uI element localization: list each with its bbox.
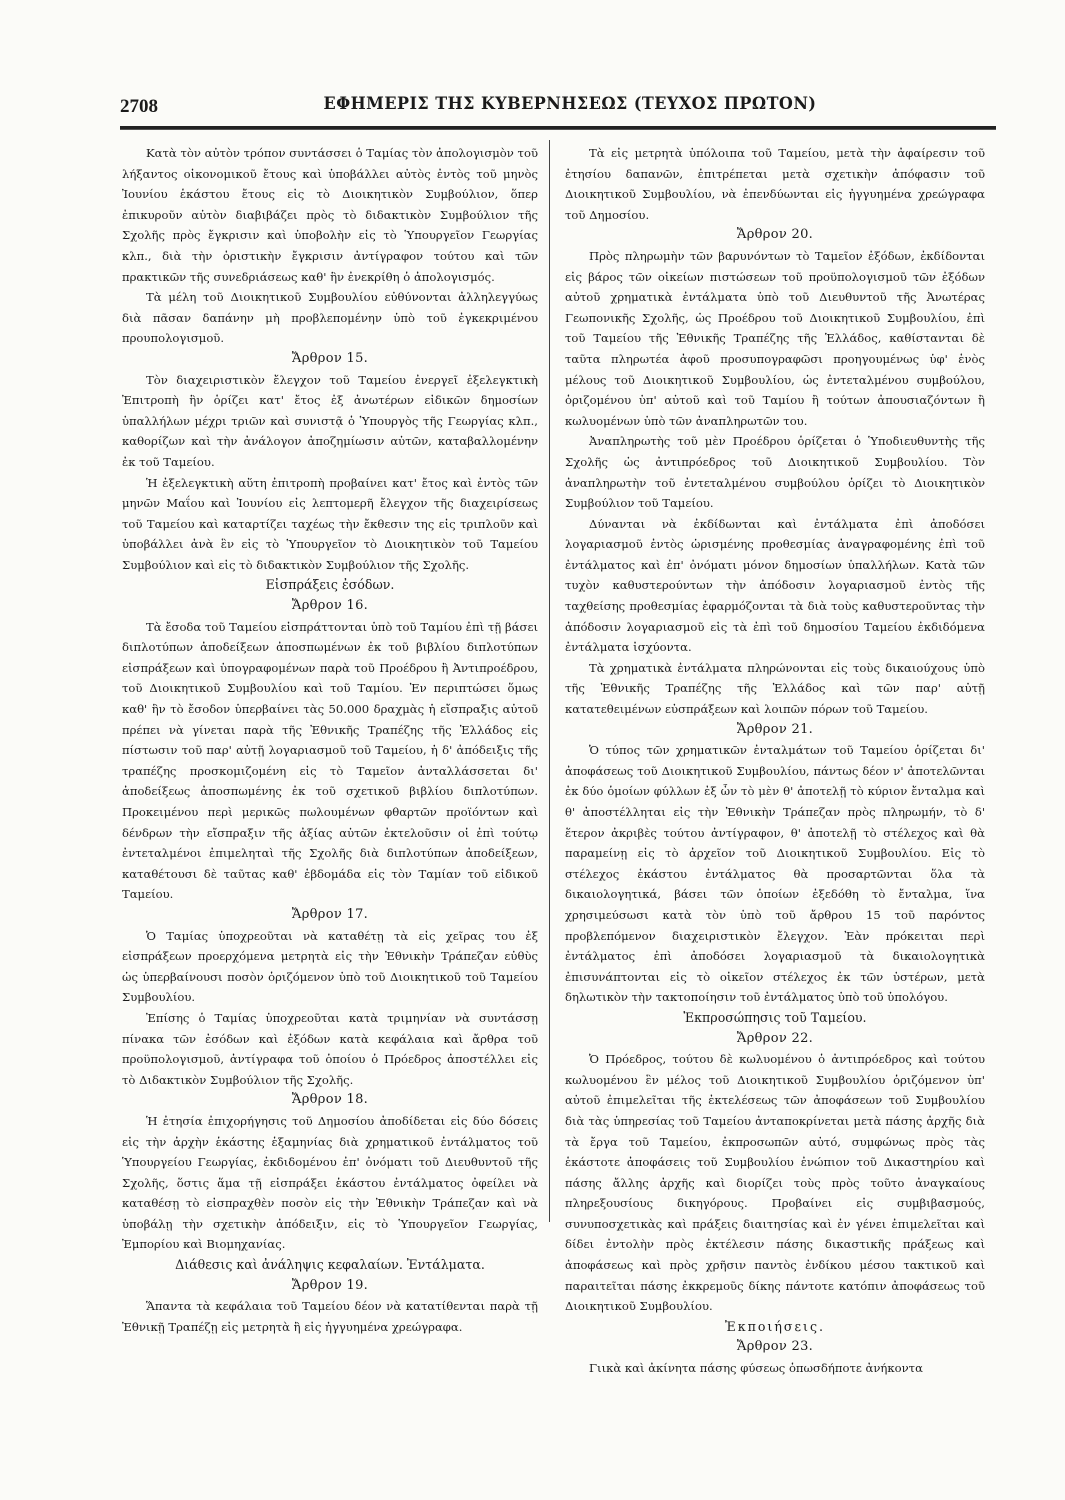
article-heading-19: Ἄρθρον 19. xyxy=(291,1277,369,1293)
article-heading-21: Ἄρθρον 21. xyxy=(736,721,814,737)
paragraph: Τὰ μέλη τοῦ Διοικητικοῦ Συμβουλίου εὐθύνονται ἀλληλεγγύως διὰ πᾶσαν δαπάνην μὴ προβλεπομένην ὑπὸ τοῦ ἐγκεκριμένου προυπολογισμοῦ. xyxy=(122,290,538,346)
paragraph: Τὰ ἔσοδα τοῦ Ταμείου εἰσπράττονται ὑπὸ τοῦ Ταμίου ἐπὶ τῇ βάσει διπλοτύπων ἀποδείξεων ἀποσπωμένων ἐκ τοῦ βιβλίου διπλοτύπων εἰσπράξεων καὶ ὑπογραφομένων παρὰ τοῦ Προέδρου ἢ Ἀντιπροέδρου, τοῦ Διοικητικοῦ Συμβουλίου καὶ τοῦ Ταμίου. Ἐν περιπτώσει ὅμως καθ' ἣν τὸ ἔσοδον ὑπερβαίνει τὰς 50.000 δραχμὰς ἡ εἴσπραξις αὐτοῦ πρέπει νὰ γίνεται παρὰ τῆς Ἐθνικῆς Τραπέζης τῆς Ἑλλάδος εἰς πίστωσιν τοῦ παρ' αὐτῇ λογαριασμοῦ τοῦ Ταμείου, ἡ δ' ἀπόδειξις τῆς τραπέζης προσκομιζομένη εἰς τὸ Ταμεῖον ἀνταλλάσσεται δι' ἀποδείξεως ἀποσπωμένης ἐκ τοῦ σχετικοῦ βιβλίου διπλοτύπων. Προκειμένου περὶ μερικῶς πωλουμένων φθαρτῶν προϊόντων καὶ δένδρων τὴν εἴσπραξιν τῆς ἀξίας αὐτῶν ἐκτελοῦσιν οἱ ἐπὶ τούτῳ ἐντεταλμένοι ἐπιμεληταὶ τῆς Σχολῆς διὰ διπλοτύπων ἀποδείξεων, καταθέτουσι δὲ ταῦτας καθ' ἑβδομάδα εἰς τὸν Ταμίαν τοῦ εἰδικοῦ Ταμείου. xyxy=(122,619,538,902)
paragraph: Ἅπαντα τὰ κεφάλαια τοῦ Ταμείου δέον νὰ κατατίθενται παρὰ τῇ Ἐθνικῇ Τραπέζῃ εἰς μετρητὰ ἢ εἰς ἠγγυημένα χρεώγραφα. xyxy=(122,1299,538,1334)
section-heading: Διάθεσις καὶ ἀνάληψις κεφαλαίων. Ἐντάλματα. xyxy=(175,1257,485,1273)
paragraph: Κατὰ τὸν αὐτὸν τρόπον συντάσσει ὁ Ταμίας τὸν ἀπολογισμὸν τοῦ λήξαντος οἰκονομικοῦ ἔτους καὶ ὑποβάλλει αὐτὸς ἐντὸς τοῦ μηνὸς Ἰουνίου ἑκάστου ἔτους εἰς τὸ Διοικητικὸν Συμβούλιον, ὅπερ ἐπικυροῦν αὐτὸν διαβιβάζει πρὸς τὸ διδακτικὸν Συμβούλιον τῆς Σχολῆς πρὸς ἔγκρισιν καὶ ὑποβολὴν εἰς τὸ Ὑπουργεῖον Γεωργίας κλπ., διὰ τὴν ὁριστικὴν ἔγκρισιν ἀντίγραφον τούτου καὶ τῶν πρακτικῶν τῆς συνεδριάσεως καθ' ἣν ἐνεκρίθη ὁ ἀπολογισμός. xyxy=(122,146,538,284)
page-header xyxy=(120,94,996,126)
section-heading: Εἰσπράξεις ἐσόδων. xyxy=(265,577,395,593)
article-heading-17: Ἄρθρον 17. xyxy=(291,906,369,922)
section-heading: Ἐκπροσώπησις τοῦ Ταμείου. xyxy=(683,1009,867,1025)
article-heading-20: Ἄρθρον 20. xyxy=(736,227,814,243)
left-column xyxy=(122,143,538,1337)
article-heading-16: Ἄρθρον 16. xyxy=(291,598,369,614)
paragraph: Ἡ ἐτησία ἐπιχορήγησις τοῦ Δημοσίου ἀποδίδεται εἰς δύο δόσεις εἰς τὴν ἀρχὴν ἑκάστης ἑξαμηνίας διὰ χρηματικοῦ ἐντάλματος τοῦ Ὑπουργείου Γεωργίας, ἐκδιδομένου ἐπ' ὀνόματι τοῦ Διευθυντοῦ τῆς Σχολῆς, ὅστις ἅμα τῇ εἰσπράξει ἑκάστου ἐντάλματος ὀφείλει νὰ καταθέσῃ τὸ εἰσπραχθὲν ποσὸν εἰς τὴν Ἐθνικὴν Τράπεζαν καὶ νὰ ὑποβάλῃ τὴν σχετικὴν ἀπόδειξιν, εἰς τὸ Ὑπουργεῖον Γεωργίας, Ἐμπορίου καὶ Βιομηχανίας. xyxy=(122,1113,538,1252)
paragraph: Ἀναπληρωτὴς τοῦ μὲν Προέδρου ὁρίζεται ὁ Ὑποδιευθυντὴς τῆς Σχολῆς ὡς ἀντιπρόεδρος τοῦ Διοικητικοῦ Συμβουλίου. Τὸν ἀναπληρωτὴν τοῦ ἐντεταλμένου συμβούλου ὁρίζει τὸ Διοικητικὸν Συμβούλιον τοῦ Ταμείου. xyxy=(565,434,985,511)
paragraph: Τὰ χρηματικὰ ἐντάλματα πληρώνονται εἰς τοὺς δικαιούχους ὑπὸ τῆς Ἐθνικῆς Τραπέζης τῆς Ἑλλάδος καὶ τῶν παρ' αὐτῇ κατατεθειμένων εὐσπράξεων καὶ λοιπῶν πόρων τοῦ Ταμείου. xyxy=(565,660,985,717)
paragraph: Ὁ τύπος τῶν χρηματικῶν ἐνταλμάτων τοῦ Ταμείου ὁρίζεται δι' ἀποφάσεως τοῦ Διοικητικοῦ Συμβουλίου, πάντως δέον ν' ἀποτελῶνται ἐκ δύο ὁμοίων φύλλων ἐξ ὧν τὸ μὲν θ' ἀποτελῇ τὸ κύριον ἔνταλμα καὶ θ' ἀποστέλληται εἰς τὴν Ἐθνικὴν Τράπεζαν πρὸς πληρωμήν, τὸ δ' ἕτερον ἀκριβὲς τούτου ἀντίγραφον, θ' ἀποτελῇ τὸ στέλεχος καὶ θὰ παραμείνῃ εἰς τὸ ἀρχεῖον τοῦ Διοικητικοῦ Συμβουλίου. Εἰς τὸ στέλεχος ἑκάστου ἐντάλματος θὰ προσαρτῶνται ὅλα τὰ δικαιολογητικά, βάσει τῶν ὁποίων ἐξεδόθη τὸ ἔνταλμα, ἵνα χρησιμεύσωσι κατὰ τὸν ὑπὸ τοῦ ἄρθρου 15 τοῦ παρόντος προβλεπόμενον διαχειριστικὸν ἔλεγχον. Ἐὰν πρόκειται περὶ ἐντάλματος ἐπὶ ἀποδόσει λογαριασμοῦ τὰ δικαιολογητικὰ ἐπισυνάπτονται εἰς τὸ οἰκεῖον στέλεχος ἐκ τῶν ὑστέρων, μετὰ δηλωτικὸν τὴν τακτοποίησιν τοῦ ἐντάλματος ὑπὸ τοῦ ὑπολόγου. xyxy=(565,743,985,1005)
right-column xyxy=(565,143,985,1379)
paragraph: Τὰ εἰς μετρητὰ ὑπόλοιπα τοῦ Ταμείου, μετὰ τὴν ἀφαίρεσιν τοῦ ἐτησίου δαπανῶν, ἐπιτρέπεται μετὰ σχετικὴν ἀπόφασιν τοῦ Διοικητικοῦ Συμβουλίου, νὰ ἐπενδύωνται εἰς ἠγγυημένα χρεώγραφα τοῦ Δημοσίου. xyxy=(565,146,985,222)
page-number: 2708 xyxy=(120,96,158,117)
section-heading: Ἐκποιήσεις. xyxy=(724,1318,826,1334)
paragraph: Ὁ Ταμίας ὑποχρεοῦται νὰ καταθέτῃ τὰ εἰς χεῖρας του ἐξ εἰσπράξεων προερχόμενα μετρητὰ εἰς τὴν Ἐθνικὴν Τράπεζαν εὐθὺς ὡς ὑπερβαίνουσι ποσὸν ὁριζόμενον ὑπὸ τοῦ Διοικητικοῦ τοῦ Ταμείου Συμβουλίου. xyxy=(122,928,538,1005)
paragraph: Ὁ Πρόεδρος, τούτου δὲ κωλυομένου ὁ ἀντιπρόεδρος καὶ τούτου κωλυομένου ἓν μέλος τοῦ Διοικητικοῦ Συμβουλίου ὁριζόμενον ὑπ' αὐτοῦ ἐπιμελεῖται τῆς ἐκτελέσεως τῶν ἀποφάσεων τοῦ Συμβουλίου διὰ τὰς ὑπηρεσίας τοῦ Ταμείου ἀνταποκρίνεται μετὰ πάσης ἀρχῆς διὰ τὰ ἔργα τοῦ Ταμείου, ἐκπροσωπῶν αὐτό, συμφώνως πρὸς τὰς ἑκάστοτε ἀποφάσεις τοῦ Συμβουλίου ἐνώπιον τοῦ Δικαστηρίου καὶ πάσης ἄλλης ἀρχῆς καὶ διορίζει τοὺς πρὸς τοῦτο ἀναγκαίους πληρεξουσίους δικηγόρους. Προβαίνει εἰς συμβιβασμούς, συνυποσχετικὰς καὶ πράξεις διαιτησίας καὶ ἐν γένει ἐπιμελεῖται καὶ δίδει ἐντολὴν πρὸς ἐκτέλεσιν πάσης δικαστικῆς πράξεως καὶ ἀποφάσεως καὶ πρὸς χρῆσιν παντὸς ἐνδίκου μέσου τακτικοῦ καὶ παραιτεῖται πάσης ἐκκρεμοῦς δίκης πάντοτε κατόπιν ἀποφάσεως τοῦ Διοικητικοῦ Συμβουλίου. xyxy=(565,1052,985,1314)
paragraph: Πρὸς πληρωμὴν τῶν βαρυνόντων τὸ Ταμεῖον ἐξόδων, ἐκδίδονται εἰς βάρος τῶν οἰκείων πιστώσεων τοῦ προϋπολογισμοῦ τῶν ἐξόδων αὐτοῦ χρηματικὰ ἐντάλματα ὑπὸ τοῦ Διευθυντοῦ τῆς Ἀνωτέρας Γεωπονικῆς Σχολῆς, ὡς Προέδρου τοῦ Διοικητικοῦ Συμβουλίου, ἐπὶ τοῦ Ταμείου τῆς Ἐθνικῆς Τραπέζης τῆς Ἑλλάδος, καθίστανται δὲ ταῦτα πληρωτέα ἀφοῦ προσυπογραφῶσι προηγουμένως ὑφ' ἑνὸς μέλους τοῦ Διοικητικοῦ Συμβουλίου, ὡς ἐντεταλμένου συμβούλου, ὁριζομένου ὑπ' αὐτοῦ καὶ τοῦ Ταμίου ἢ τούτων ἀπουσιαζόντων ἢ κωλυομένων ὑπὸ τῶν ἀναπληρωτῶν του. xyxy=(565,248,985,428)
paragraph: Δύνανται νὰ ἐκδίδωνται καὶ ἐντάλματα ἐπὶ ἀποδόσει λογαριασμοῦ ἐντὸς ὡρισμένης προθεσμίας ἀναγραφομένης ἐπὶ τοῦ ἐντάλματος καὶ ἐπ' ὀνόματι μόνον δημοσίων ὑπαλλήλων. Κατὰ τῶν τυχὸν καθυστερούντων τὴν ἀπόδοσιν λογαριασμοῦ ἐντὸς τῆς ταχθείσης προθεσμίας ἐφαρμόζονται τὰ διὰ τοὺς καθυστεροῦντας τὴν ἀπόδοσιν λογαριασμοῦ εἰς τὰ ἐπὶ τοῦ δημοσίου Ταμείου ἐκδιδόμενα ἐντάλματα ἰσχύοντα. xyxy=(565,516,985,655)
article-heading-23: Ἄρθρον 23. xyxy=(736,1339,814,1355)
header-rule xyxy=(120,126,996,130)
paragraph: Ἡ ἐξελεγκτικὴ αὕτη ἐπιτροπὴ προβαίνει κατ' ἔτος καὶ ἐντὸς τῶν μηνῶν Μαΐου καὶ Ἰουνίου εἰς λεπτομερῆ ἔλεγχον τῆς διαχειρίσεως τοῦ Ταμείου καὶ καταρτίζει ταχέως τὴν ἔκθεσιν της εἰς τριπλοῦν καὶ ὑποβάλλει ἀνὰ ἓν εἰς τὸ Ὑπουργεῖον τὸ Διοικητικὸν τοῦ Ταμείου Συμβούλιον καὶ εἰς τὸ διδακτικὸν Συμβούλιον τῆς Σχολῆς. xyxy=(122,475,538,572)
gazette-title: ΕΦΗΜΕΡΙΣ ΤΗΣ ΚΥΒΕΡΝΗΣΕΩΣ (ΤΕΥΧΟΣ ΠΡΩΤΟΝ) xyxy=(323,94,817,114)
article-heading-22: Ἄρθρον 22. xyxy=(736,1030,814,1046)
column-divider xyxy=(549,140,550,1222)
paragraph: Ἐπίσης ὁ Ταμίας ὑποχρεοῦται κατὰ τριμηνίαν νὰ συντάσσῃ πίνακα τῶν ἐσόδων καὶ ἐξόδων κατὰ κεφάλαια καὶ ἄρθρα τοῦ προϋπολογισμοῦ, ἀντίγραφα τοῦ ὁποίου ὁ Πρόεδρος ἀποστέλλει εἰς τὸ Διδακτικὸν Συμβούλιον τῆς Σχολῆς. xyxy=(122,1010,538,1087)
paragraph: Τὸν διαχειριστικὸν ἔλεγχον τοῦ Ταμείου ἐνεργεῖ ἐξελεγκτικὴ Ἐπιτροπὴ ἣν ὁρίζει κατ' ἔτος ἐξ ἀνωτέρων εἰδικῶν δημοσίων ὑπαλλήλων μέχρι τριῶν καὶ συνιστᾷ ὁ Ὑπουργὸς τῆς Γεωργίας κλπ., καθορίζων καὶ τὴν ἀνάλογον ἀποζημίωσιν αὐτῶν, καταβαλλομένην ἐκ τοῦ Ταμείου. xyxy=(122,372,538,469)
article-heading-18: Ἄρθρον 18. xyxy=(291,1092,369,1108)
article-heading-15: Ἄρθρον 15. xyxy=(291,350,369,366)
paragraph: Γιικὰ καὶ ἀκίνητα πάσης φύσεως ὁπωσδήποτε ἀνήκοντα xyxy=(589,1361,923,1376)
